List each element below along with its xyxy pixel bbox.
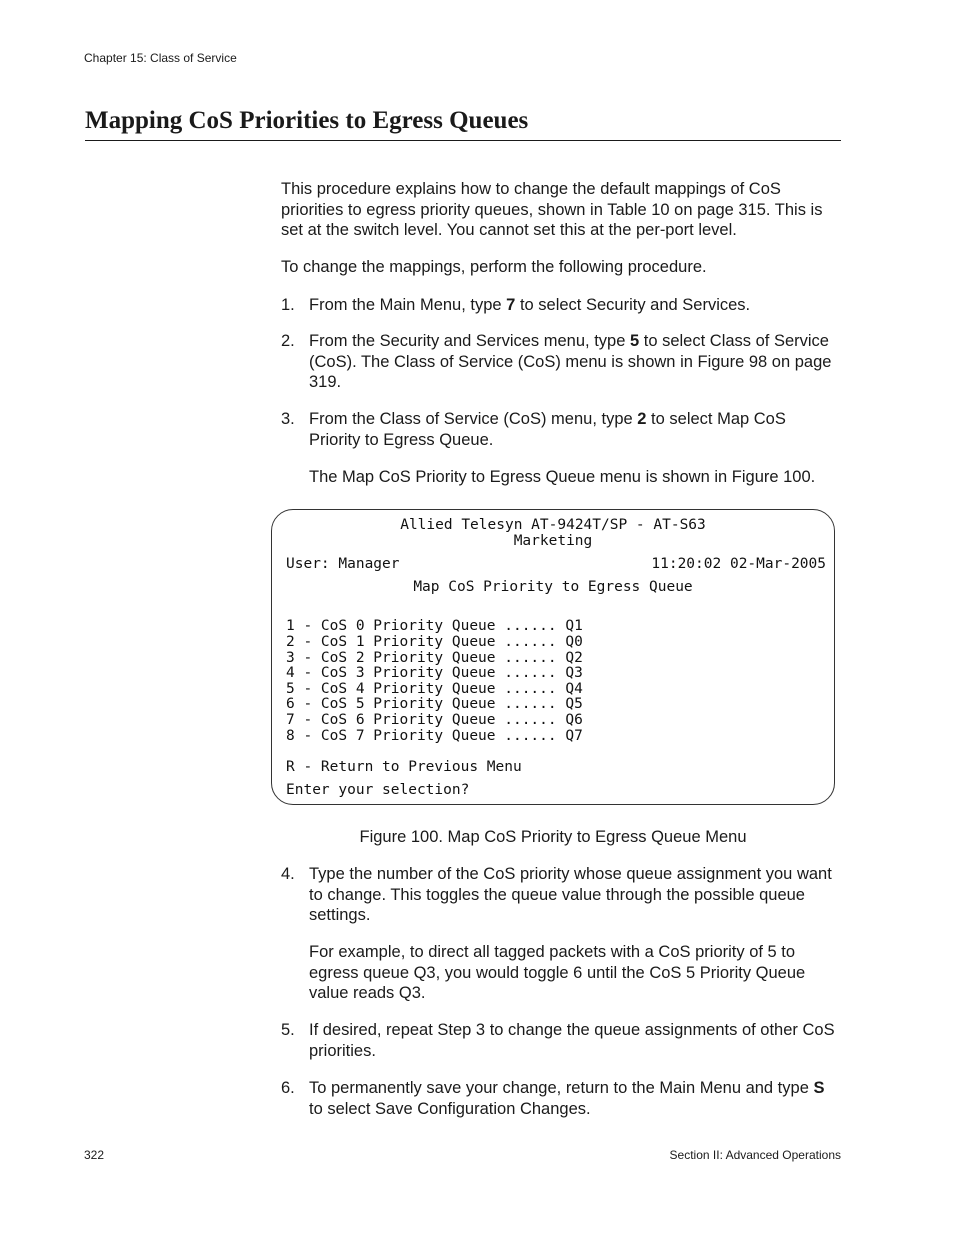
section-title: Mapping CoS Priorities to Egress Queues <box>85 106 841 141</box>
step-number: 1. <box>281 296 295 314</box>
step-text: From the Main Menu, type 7 to select Security and Services. <box>309 296 751 314</box>
footer-section: Section II: Advanced Operations <box>669 1148 841 1162</box>
figure-caption: Figure 100. Map CoS Priority to Egress Queue Menu <box>359 828 747 846</box>
step-5 <box>281 1020 841 1061</box>
menu-key: 2 <box>637 410 647 428</box>
console-return-option: R - Return to Previous Menu <box>286 759 522 775</box>
step-number: 3. <box>281 410 295 428</box>
menu-key: S <box>813 1079 825 1097</box>
console-menu-item: 6 - CoS 5 Priority Queue ...... Q5 <box>286 696 583 712</box>
menu-key: 5 <box>629 332 640 350</box>
step-number: 4. <box>281 865 295 883</box>
step-text: To permanently save your change, return to the Main Menu and type S to select Save Configuration Changes. <box>309 1079 825 1118</box>
intro-paragraph: This procedure explains how to change the default mappings of CoS priorities to egress priority queues, shown in Table 10 on page 315. This is set at the switch level. You cannot set this at the per-port level. <box>281 180 823 239</box>
step-number: 2. <box>281 332 295 350</box>
chapter-header: Chapter 15: Class of Service <box>84 51 237 65</box>
step-4-note: For example, to direct all tagged packets with a CoS priority of 5 to egress queue Q3, you would toggle 6 until the CoS 5 Priority Queue value reads Q3. <box>309 943 806 1002</box>
console-device-name: Allied Telesyn AT-9424T/SP - AT-S63 <box>400 517 706 533</box>
console-menu-item: 3 - CoS 2 Priority Queue ...... Q2 <box>286 650 583 666</box>
page-number: 322 <box>84 1148 105 1162</box>
console-menu-item: 7 - CoS 6 Priority Queue ...... Q6 <box>286 712 583 728</box>
step-3 <box>281 409 841 450</box>
step-4 <box>281 864 841 926</box>
menu-key: 7 <box>506 296 516 314</box>
step-text: From the Security and Services menu, type 5 to select Class of Service (CoS). The Class of Service (CoS) menu is shown in Figure 98 on page 319. <box>309 332 832 391</box>
step-text: Type the number of the CoS priority whose queue assignment you want to change. This toggles the queue value through the possible queue settings. <box>309 865 832 924</box>
console-screen <box>271 509 835 805</box>
step-3-note: The Map CoS Priority to Egress Queue menu is shown in Figure 100. <box>309 468 816 486</box>
console-datetime: 11:20:02 02-Mar-2005 <box>651 556 826 572</box>
step-number: 6. <box>281 1079 295 1097</box>
step-text: From the Class of Service (CoS) menu, type 2 to select Map CoS Priority to Egress Queue. <box>309 410 786 449</box>
console-menu-item: 5 - CoS 4 Priority Queue ...... Q4 <box>286 681 583 697</box>
console-menu-item: 4 - CoS 3 Priority Queue ...... Q3 <box>286 665 583 681</box>
console-menu-item: 8 - CoS 7 Priority Queue ...... Q7 <box>286 728 583 744</box>
step-6 <box>281 1078 841 1119</box>
procedure-intro: To change the mappings, perform the following procedure. <box>281 258 707 276</box>
console-menu-title: Map CoS Priority to Egress Queue <box>413 579 693 595</box>
console-prompt: Enter your selection? <box>286 782 470 798</box>
step-number: 5. <box>281 1021 295 1039</box>
step-text: If desired, repeat Step 3 to change the queue assignments of other CoS priorities. <box>309 1021 835 1060</box>
step-1 <box>281 295 841 316</box>
step-2 <box>281 331 841 393</box>
console-menu-item: 1 - CoS 0 Priority Queue ...... Q1 <box>286 618 583 634</box>
console-user: User: Manager <box>286 556 400 572</box>
console-menu-item: 2 - CoS 1 Priority Queue ...... Q0 <box>286 634 583 650</box>
console-location: Marketing <box>513 533 593 549</box>
